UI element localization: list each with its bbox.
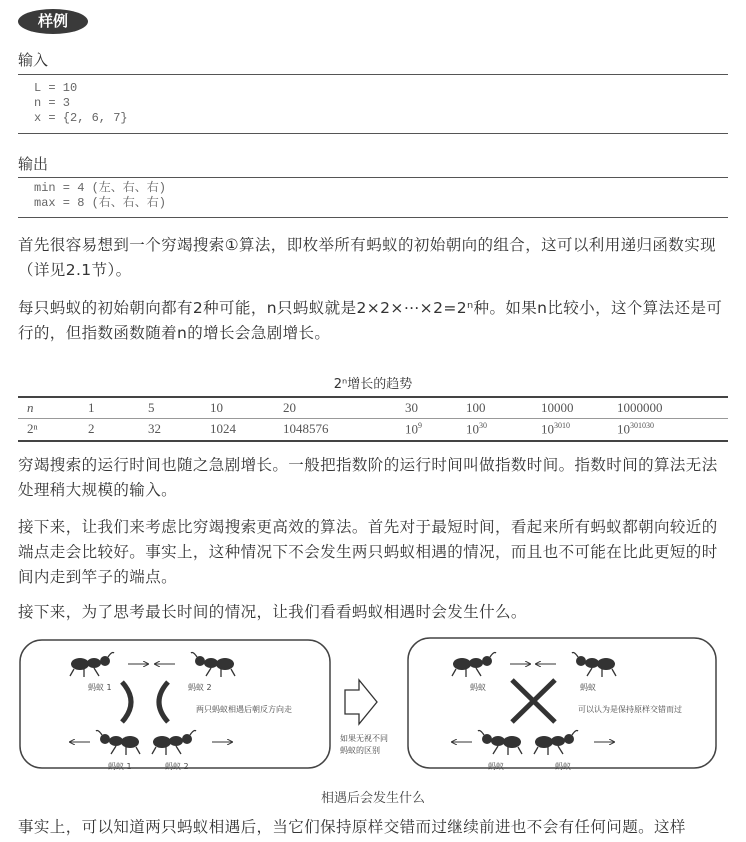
ant-label: 蚂蚁 xyxy=(580,683,596,692)
exponent: 3010 xyxy=(554,421,570,430)
ant-label: 蚂蚁 2 xyxy=(188,683,212,692)
ant-icon xyxy=(478,731,522,756)
divider xyxy=(18,74,728,75)
figure-note: 如果无视不同 xyxy=(340,734,388,743)
figure-caption: 相遇后会发生什么 xyxy=(320,791,425,806)
curved-arrow-icon xyxy=(122,682,131,722)
code-line: min = 4 (左、右、右) xyxy=(34,181,167,195)
base: 10 xyxy=(405,421,418,437)
divider xyxy=(18,133,728,134)
divider xyxy=(18,217,728,218)
table-cell: 10000 xyxy=(541,400,574,415)
paragraph: 穷竭搜索的运行时间也随之急剧增长。一般把指数阶的运行时间叫做指数时间。指数时间的算法无法处理稍大规模的输入。 xyxy=(18,456,718,499)
right-arrow-icon xyxy=(345,680,377,724)
growth-table xyxy=(0,399,746,439)
ant-icon xyxy=(70,653,114,678)
ant-icon xyxy=(452,653,496,678)
ant-label: 蚂蚁 xyxy=(488,762,504,771)
figure-note: 两只蚂蚁相遇后朝反方向走 xyxy=(196,705,292,714)
divider xyxy=(18,177,728,178)
table-bottom-rule xyxy=(18,440,728,442)
table-cell: 1024 xyxy=(210,421,236,436)
curved-arrow-icon xyxy=(159,682,168,722)
paragraph: 首先很容易想到一个穷竭搜索①算法，即枚举所有蚂蚁的初始朝向的组合，这可以利用递归函数实现（详见2.1节）。 xyxy=(18,236,716,279)
input-code xyxy=(34,81,128,126)
table-cell xyxy=(466,421,487,437)
ant-label: 蚂蚁 xyxy=(555,762,571,771)
table-cell: 1000000 xyxy=(617,400,663,415)
exponent: 9 xyxy=(418,421,422,430)
right-panel xyxy=(408,638,716,768)
ant-icon xyxy=(534,731,578,756)
input-heading: 输入 xyxy=(18,51,49,69)
paragraph: 接下来，为了思考最长时间的情况，让我们看看蚂蚁相遇时会发生什么。 xyxy=(18,603,527,621)
code-line: n = 3 xyxy=(34,96,71,110)
table-top-rule xyxy=(18,396,728,398)
left-panel xyxy=(20,640,330,768)
ant-icon xyxy=(191,653,235,678)
ant-label: 蚂蚁 1 xyxy=(108,762,132,771)
ant-label: 蚂蚁 xyxy=(470,683,486,692)
code-line: L = 10 xyxy=(34,81,78,95)
exponent: 30 xyxy=(479,421,487,430)
table-cell: n xyxy=(27,400,34,415)
figure-note: 蚂蚁的区别 xyxy=(340,746,380,755)
paragraph: 每只蚂蚁的初始朝向都有2种可能，n只蚂蚁就是2×2×⋯×2=2ⁿ种。如果n比较小，这个算法还是可行的，但指数函数随着n的增长会急剧增长。 xyxy=(18,299,723,342)
sample-badge: 样例 xyxy=(18,9,88,34)
base: 10 xyxy=(617,421,630,437)
paragraph: 接下来，让我们来考虑比穷竭搜索更高效的算法。首先对于最短时间，看起来所有蚂蚁都朝向较近的端点走会比较好。事实上，这种情况下不会发生两只蚂蚁相遇的情况，而且也不可能在比此更短的时间内走到竿子的端点。 xyxy=(18,518,718,586)
output-code xyxy=(34,181,166,211)
table-cell: 1 xyxy=(88,400,95,415)
code-line: max = 8 (右、右、右) xyxy=(34,196,167,210)
cross-arrows-icon xyxy=(512,680,555,722)
figure-note: 可以认为是保持原样交错而过 xyxy=(578,705,682,714)
table-cell: 2ⁿ xyxy=(27,421,38,436)
ant-icon xyxy=(572,653,616,678)
code-line: x = {2, 6, 7} xyxy=(34,111,128,125)
exponent: 301030 xyxy=(630,421,654,430)
ant-icon xyxy=(96,731,140,756)
base: 10 xyxy=(466,421,479,437)
table-cell: 32 xyxy=(148,421,161,436)
table-cell: 5 xyxy=(148,400,155,415)
table-cell: 1048576 xyxy=(283,421,329,436)
table-cell: 2 xyxy=(88,421,95,436)
table-cell xyxy=(617,421,654,437)
base: 10 xyxy=(541,421,554,437)
table-cell xyxy=(541,421,570,437)
ant-icon xyxy=(152,731,196,756)
ant-label: 蚂蚁 2 xyxy=(165,762,189,771)
table-cell xyxy=(405,421,422,437)
table-cell: 20 xyxy=(283,400,296,415)
table-title: 2ⁿ增长的趋势 xyxy=(333,377,413,392)
ant-label: 蚂蚁 1 xyxy=(88,683,112,692)
paragraph: 事实上，可以知道两只蚂蚁相遇后，当它们保持原样交错而过继续前进也不会有任何问题。这样 xyxy=(18,818,686,836)
ant-meeting-figure xyxy=(0,630,746,780)
output-heading: 输出 xyxy=(18,155,49,173)
table-cell: 100 xyxy=(466,400,486,415)
table-cell: 30 xyxy=(405,400,418,415)
table-cell: 10 xyxy=(210,400,223,415)
